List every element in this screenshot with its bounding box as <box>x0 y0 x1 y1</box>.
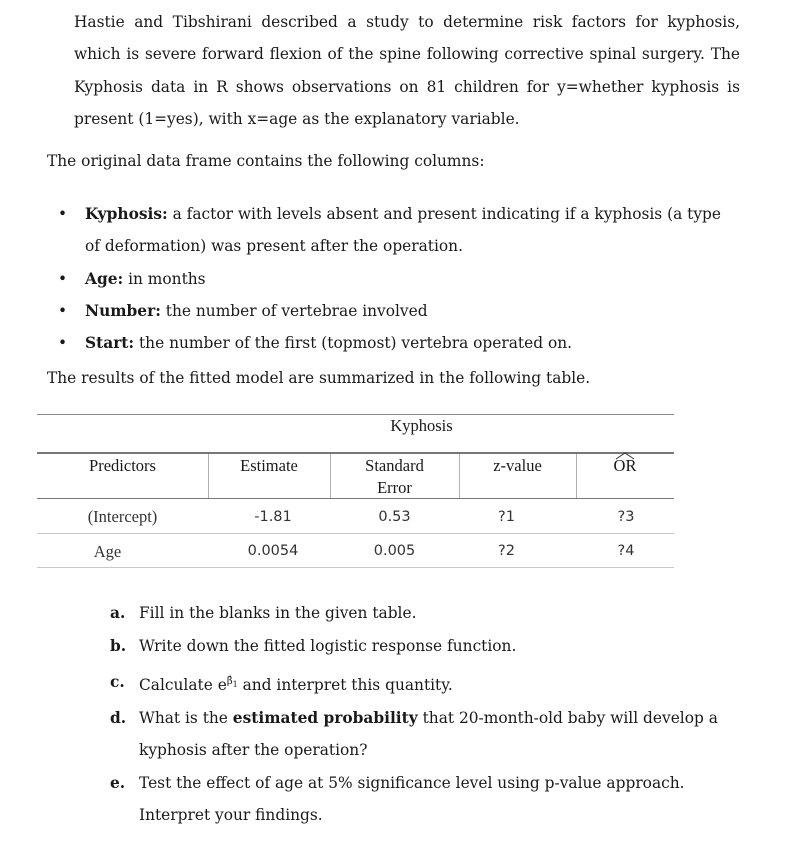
list-item <box>55 263 745 295</box>
question-item <box>110 630 750 663</box>
column-name: Number: <box>85 301 161 320</box>
column-desc: the number of vertebrae involved <box>160 301 428 320</box>
header-top-rule <box>37 452 674 454</box>
question-text: Test the effect of age at 5% significance level using p-value approach. Interpret your findings. <box>139 773 685 825</box>
predictor-cell: Age <box>93 542 122 561</box>
list-item <box>55 295 745 327</box>
column-desc: the number of the first (topmost) vertebra operated on. <box>134 334 573 353</box>
beta-hat-symbol <box>227 676 238 687</box>
z-cell: ?2 <box>498 543 515 559</box>
intro-paragraph: Hastie and Tibshirani described a study to determine risk factors for kyphosis, which is severe forward flexion of the spine following corrective spinal surgery. The Kyphosis data in R shows observations on 81 children for y=whether kyphosis is present (1=yes), with x=age as the explanatory variable. <box>74 13 740 128</box>
question-label: e. <box>110 773 126 792</box>
header-estimate: Estimate <box>240 456 298 475</box>
columns-intro: The original data frame contains the following columns: <box>47 152 485 170</box>
bullet-marker: • <box>58 334 68 353</box>
question-item <box>110 597 750 630</box>
beta-subscript: 1 <box>232 680 238 689</box>
or-cell: ?4 <box>617 543 635 559</box>
columns-list <box>55 198 745 359</box>
header-predictors: Predictors <box>89 456 156 475</box>
question-text: and interpret this quantity. <box>237 676 453 695</box>
table-top-rule <box>37 414 674 415</box>
hat-accent-icon <box>614 450 636 460</box>
question-text: Write down the fitted logistic response function. <box>139 636 517 655</box>
predictor-cell: (Intercept) <box>87 507 158 526</box>
estimate-cell: 0.0054 <box>247 543 299 559</box>
header-error: Error <box>377 478 412 497</box>
question-item <box>110 666 750 702</box>
bullet-marker: • <box>58 301 68 320</box>
question-text: What is the <box>139 708 233 727</box>
question-emphasis: estimated probability <box>232 708 418 727</box>
list-item <box>55 198 735 263</box>
column-name: Start: <box>85 334 135 353</box>
list-item <box>55 327 745 359</box>
question-item <box>110 702 750 767</box>
bullet-marker: • <box>58 205 68 223</box>
question-label: c. <box>110 673 125 691</box>
column-name: Kyphosis: <box>85 205 168 223</box>
column-name: Age: <box>85 269 124 288</box>
results-intro: The results of the fitted model are summarized in the following table. <box>47 369 591 387</box>
or-label: OR <box>613 456 637 475</box>
questions-list <box>110 597 750 832</box>
question-label: d. <box>110 708 127 727</box>
header-bottom-rule <box>37 498 674 499</box>
question-label: a. <box>110 604 126 622</box>
or-cell: ?3 <box>617 509 635 525</box>
table-title: Kyphosis <box>390 416 453 435</box>
header-standard: Standard <box>365 456 424 475</box>
row-divider <box>37 533 674 534</box>
column-desc: a factor with levels absent and present indicating if a kyphosis (a type of deformation) was present after the operation. <box>85 205 721 256</box>
beta-hat: β̂ <box>226 676 233 687</box>
question-text: Calculate e <box>139 676 227 695</box>
question-text: that 20-month-old baby will develop a kyphosis after the operation? <box>139 708 718 760</box>
question-label: b. <box>110 636 127 655</box>
se-cell: 0.53 <box>378 509 411 525</box>
se-cell: 0.005 <box>373 543 416 559</box>
table-bottom-rule <box>37 567 674 568</box>
column-desc: in months <box>123 269 206 288</box>
z-cell: ?1 <box>498 509 515 525</box>
question-item <box>110 767 750 832</box>
estimate-cell: -1.81 <box>254 509 292 525</box>
question-text: Fill in the blanks in the given table. <box>139 604 417 622</box>
bullet-marker: • <box>58 269 68 288</box>
header-z-value: z-value <box>493 456 542 475</box>
